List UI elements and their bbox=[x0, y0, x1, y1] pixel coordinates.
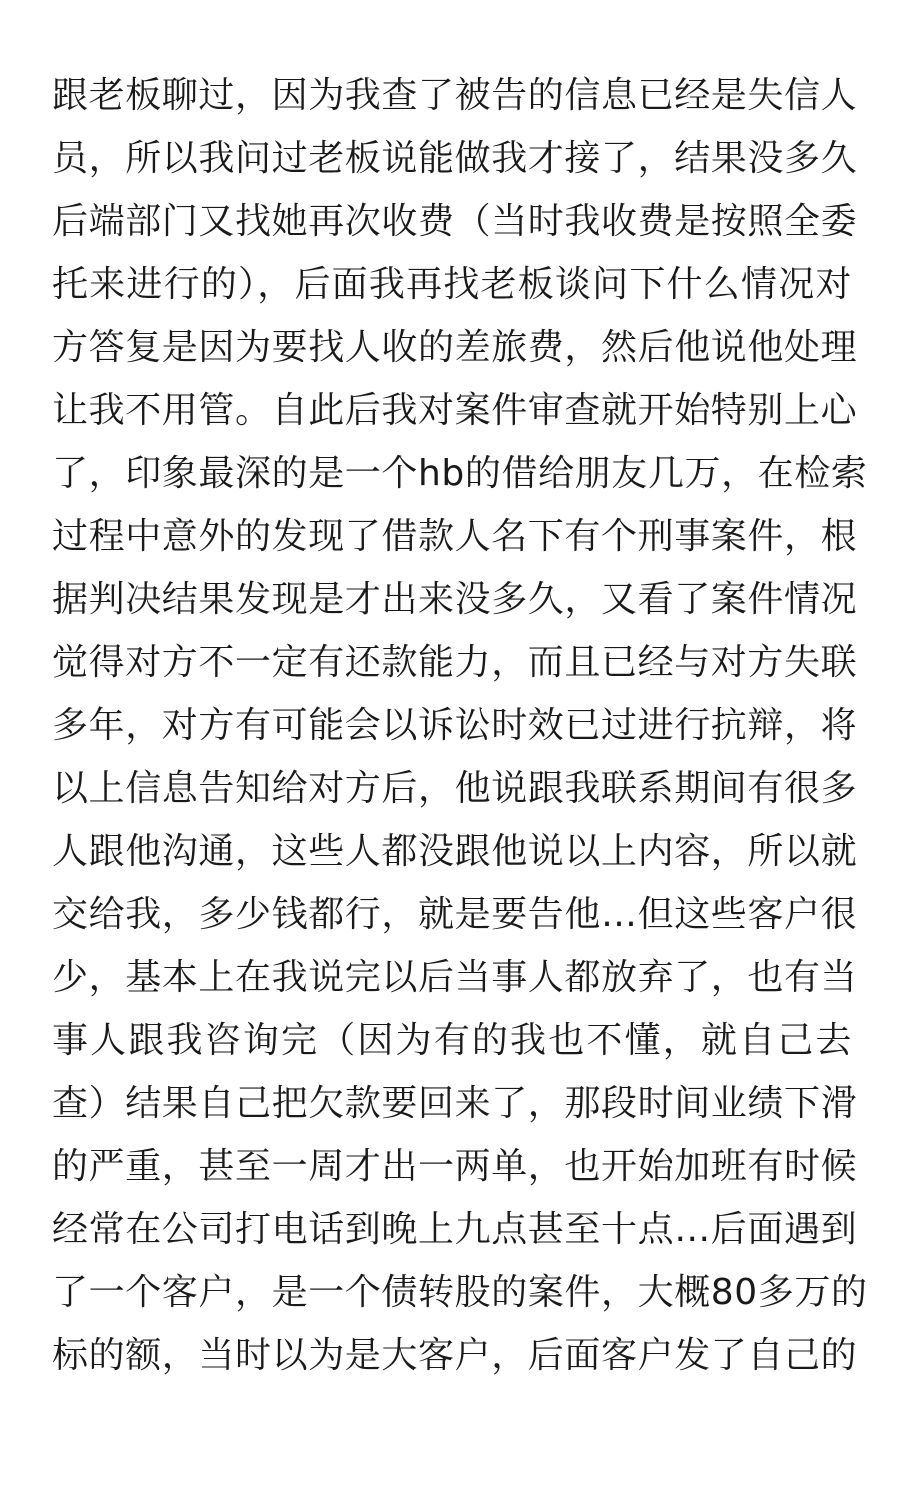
text-line: 以上信息告知给对方后，他说跟我联系期间有很多 bbox=[52, 768, 858, 809]
text-line: 人跟他沟通，这些人都没跟他说以上内容，所以就 bbox=[52, 831, 858, 872]
text-line: 交给我，多少钱都行，就是要告他…但这些客户很 bbox=[52, 894, 858, 935]
text-line: 经常在公司打电话到晚上九点甚至十点…后面遇到 bbox=[52, 1209, 858, 1250]
text-line: 方答复是因为要找人收的差旅费，然后他说他处理 bbox=[52, 327, 858, 368]
text-line: 事人跟我咨询完（因为有的我也不懂，就自己去 bbox=[52, 1020, 852, 1061]
text-line: 过程中意外的发现了借款人名下有个刑事案件，根 bbox=[52, 516, 858, 557]
text-line: 了，印象最深的是一个hb的借给朋友几万，在检索 bbox=[52, 453, 868, 494]
text-line: 后端部门又找她再次收费（当时我收费是按照全委 bbox=[52, 201, 858, 242]
text-line: 少，基本上在我说完以后当事人都放弃了，也有当 bbox=[52, 957, 858, 998]
text-line: 查）结果自己把欠款要回来了，那段时间业绩下滑 bbox=[52, 1083, 858, 1124]
text-line: 员，所以我问过老板说能做我才接了，结果没多久 bbox=[52, 138, 858, 179]
text-line: 觉得对方不一定有还款能力，而且已经与对方失联 bbox=[52, 642, 858, 683]
text-line: 多年，对方有可能会以诉讼时效已过进行抗辩，将 bbox=[52, 705, 858, 746]
text-line: 了一个客户，是一个债转股的案件，大概80多万的 bbox=[52, 1272, 868, 1313]
text-line: 的严重，甚至一周才出一两单，也开始加班有时候 bbox=[52, 1146, 858, 1187]
text-line: 让我不用管。自此后我对案件审查就开始特别上心 bbox=[52, 390, 858, 431]
text-line: 据判决结果发现是才出来没多久，又看了案件情况 bbox=[52, 579, 858, 620]
text-line: 标的额，当时以为是大客户，后面客户发了自己的 bbox=[52, 1335, 858, 1376]
article-body bbox=[52, 64, 868, 1387]
text-line: 跟老板聊过，因为我查了被告的信息已经是失信人 bbox=[52, 75, 858, 116]
text-line: 托来进行的），后面我再找老板谈问下什么情况对 bbox=[52, 264, 852, 305]
